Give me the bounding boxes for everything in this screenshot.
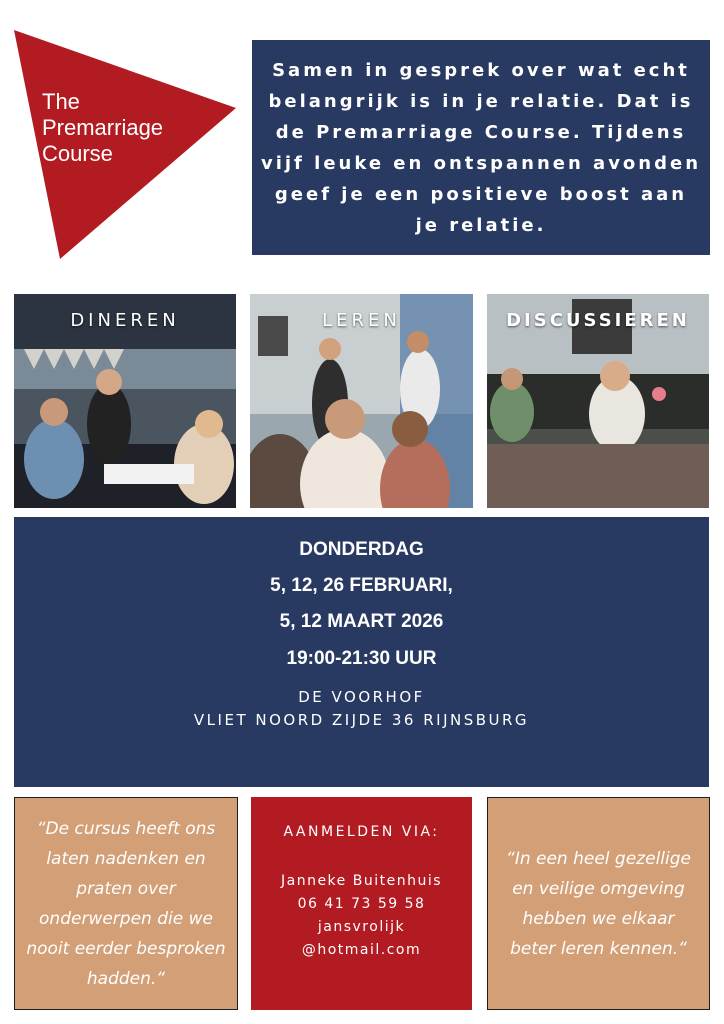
event-dates-march: 5, 12 MAART 2026 <box>279 611 444 632</box>
testimonial-left-text: “De cursus heeft ons laten nadenken en praten over onderwerpen die we nooit eerder besproken hadden.“ <box>26 818 226 989</box>
signup-box <box>251 797 472 1010</box>
logo-text-course: Course <box>42 141 113 166</box>
photo-discussieren <box>487 294 709 508</box>
contact-email-domain[interactable]: @hotmail.com <box>301 942 422 958</box>
testimonial-right-text: “In een heel gezellige en veilige omgeving hebben we elkaar beter leren kennen.“ <box>506 848 691 959</box>
event-details-box <box>14 517 709 787</box>
event-time: 19:00-21:30 UUR <box>286 648 437 669</box>
signup-title: AANMELDEN VIA: <box>283 824 440 840</box>
course-logo <box>10 25 245 265</box>
intro-box <box>252 40 710 255</box>
photo-label-dineren: DINEREN <box>70 310 180 331</box>
testimonial-right <box>487 797 710 1010</box>
contact-phone[interactable]: 06 41 73 59 58 <box>297 896 426 912</box>
logo-text-the: The <box>42 89 80 114</box>
photo-dineren <box>14 294 236 508</box>
contact-name: Janneke Buitenhuis <box>280 873 442 889</box>
contact-email-user[interactable]: jansvrolijk <box>317 919 406 935</box>
photo-label-discussieren: DISCUSSIEREN <box>506 310 690 331</box>
photo-leren <box>250 294 473 508</box>
photo-label-leren: LEREN <box>322 310 401 331</box>
event-dates-february: 5, 12, 26 FEBRUARI, <box>270 575 453 596</box>
logo-text-premarriage: Premarriage <box>42 115 164 140</box>
testimonial-left <box>14 797 238 1010</box>
event-venue: DE VOORHOF <box>298 688 425 706</box>
event-address: VLIET NOORD ZIJDE 36 RIJNSBURG <box>193 711 530 729</box>
event-day: DONDERDAG <box>299 539 424 560</box>
intro-text: Samen in gesprek over wat echt belangrijk is in je relatie. Dat is de Premarriage Course. Tijdens vijf leuke en ontspannen avonden geef je een positieve boost aan je relatie. <box>260 59 702 236</box>
